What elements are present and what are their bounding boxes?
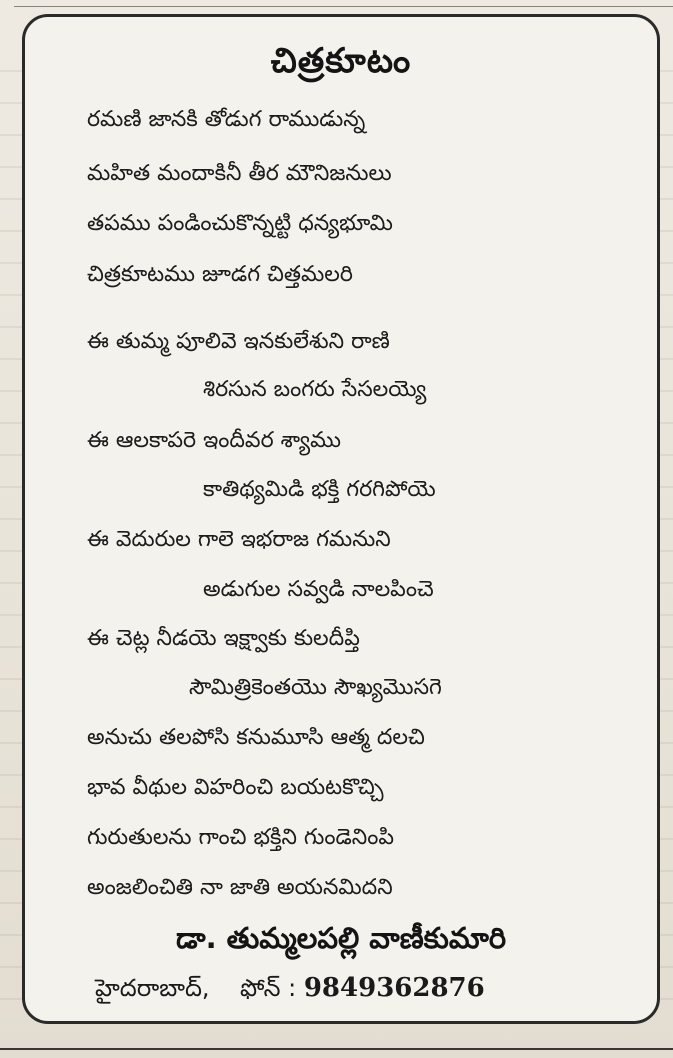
top-rule [14, 6, 673, 7]
author-contact [95, 973, 485, 1008]
poem-line: ఈ ఆలకాపరె ఇందీవర శ్యాము [87, 428, 341, 453]
poem-line: ఈ చెట్ల నీడయె ఇక్ష్వాకు కులదీప్తి [87, 626, 360, 651]
poem-box [22, 14, 660, 1024]
poem-line: చిత్రకూటము జూడగ చిత్తమలరి [87, 262, 353, 287]
author-name: డా. తుమ్మలపల్లి వాణీకుమారి [175, 921, 507, 955]
poem-line-indented: సౌమిత్రికెంతయొ సౌఖ్యమొసగె [189, 675, 442, 700]
poem-line: అంజలించితి నా జాతి అయనమిదని [87, 875, 393, 900]
phone-number: 9849362876 [303, 973, 485, 1003]
poem-line-indented: అడుగుల సవ్వడి నాలపించె [203, 577, 434, 602]
poem-line: మహిత మందాకినీ తీర మౌనిజనులు [87, 161, 392, 186]
poem-line-indented: శిరసున బంగరు సేసలయ్యె [203, 377, 427, 402]
poem-line: అనుచు తలపోసి కనుమూసి ఆత్మ దలచి [87, 725, 425, 750]
poem-line: భావ వీథుల విహరించి బయటకొచ్చి [87, 775, 384, 800]
poem-line: ఈ వెదురుల గాలె ఇభరాజ గమనుని [87, 527, 391, 552]
poem-line-indented: కాతిథ్యమిడి భక్తి గరగిపోయె [203, 477, 436, 502]
phone-label: ఫోన్ : [240, 974, 297, 1002]
poem-line: గురుతులను గాంచి భక్తిని గుండెనింపి [87, 825, 395, 850]
poem-line: తపము పండించుకొన్నట్టి ధన్యభూమి [87, 211, 393, 236]
city-label: హైదరాబాద్, [95, 974, 210, 1002]
bottom-rule [0, 1048, 673, 1050]
poem-title: చిత్రకూటం [270, 41, 412, 81]
poem-line: ఈ తుమ్మ పూలివె ఇనకులేశుని రాణి [87, 329, 390, 354]
poem-line: రమణి జానకి తోడుగ రాముడున్న [87, 107, 366, 132]
